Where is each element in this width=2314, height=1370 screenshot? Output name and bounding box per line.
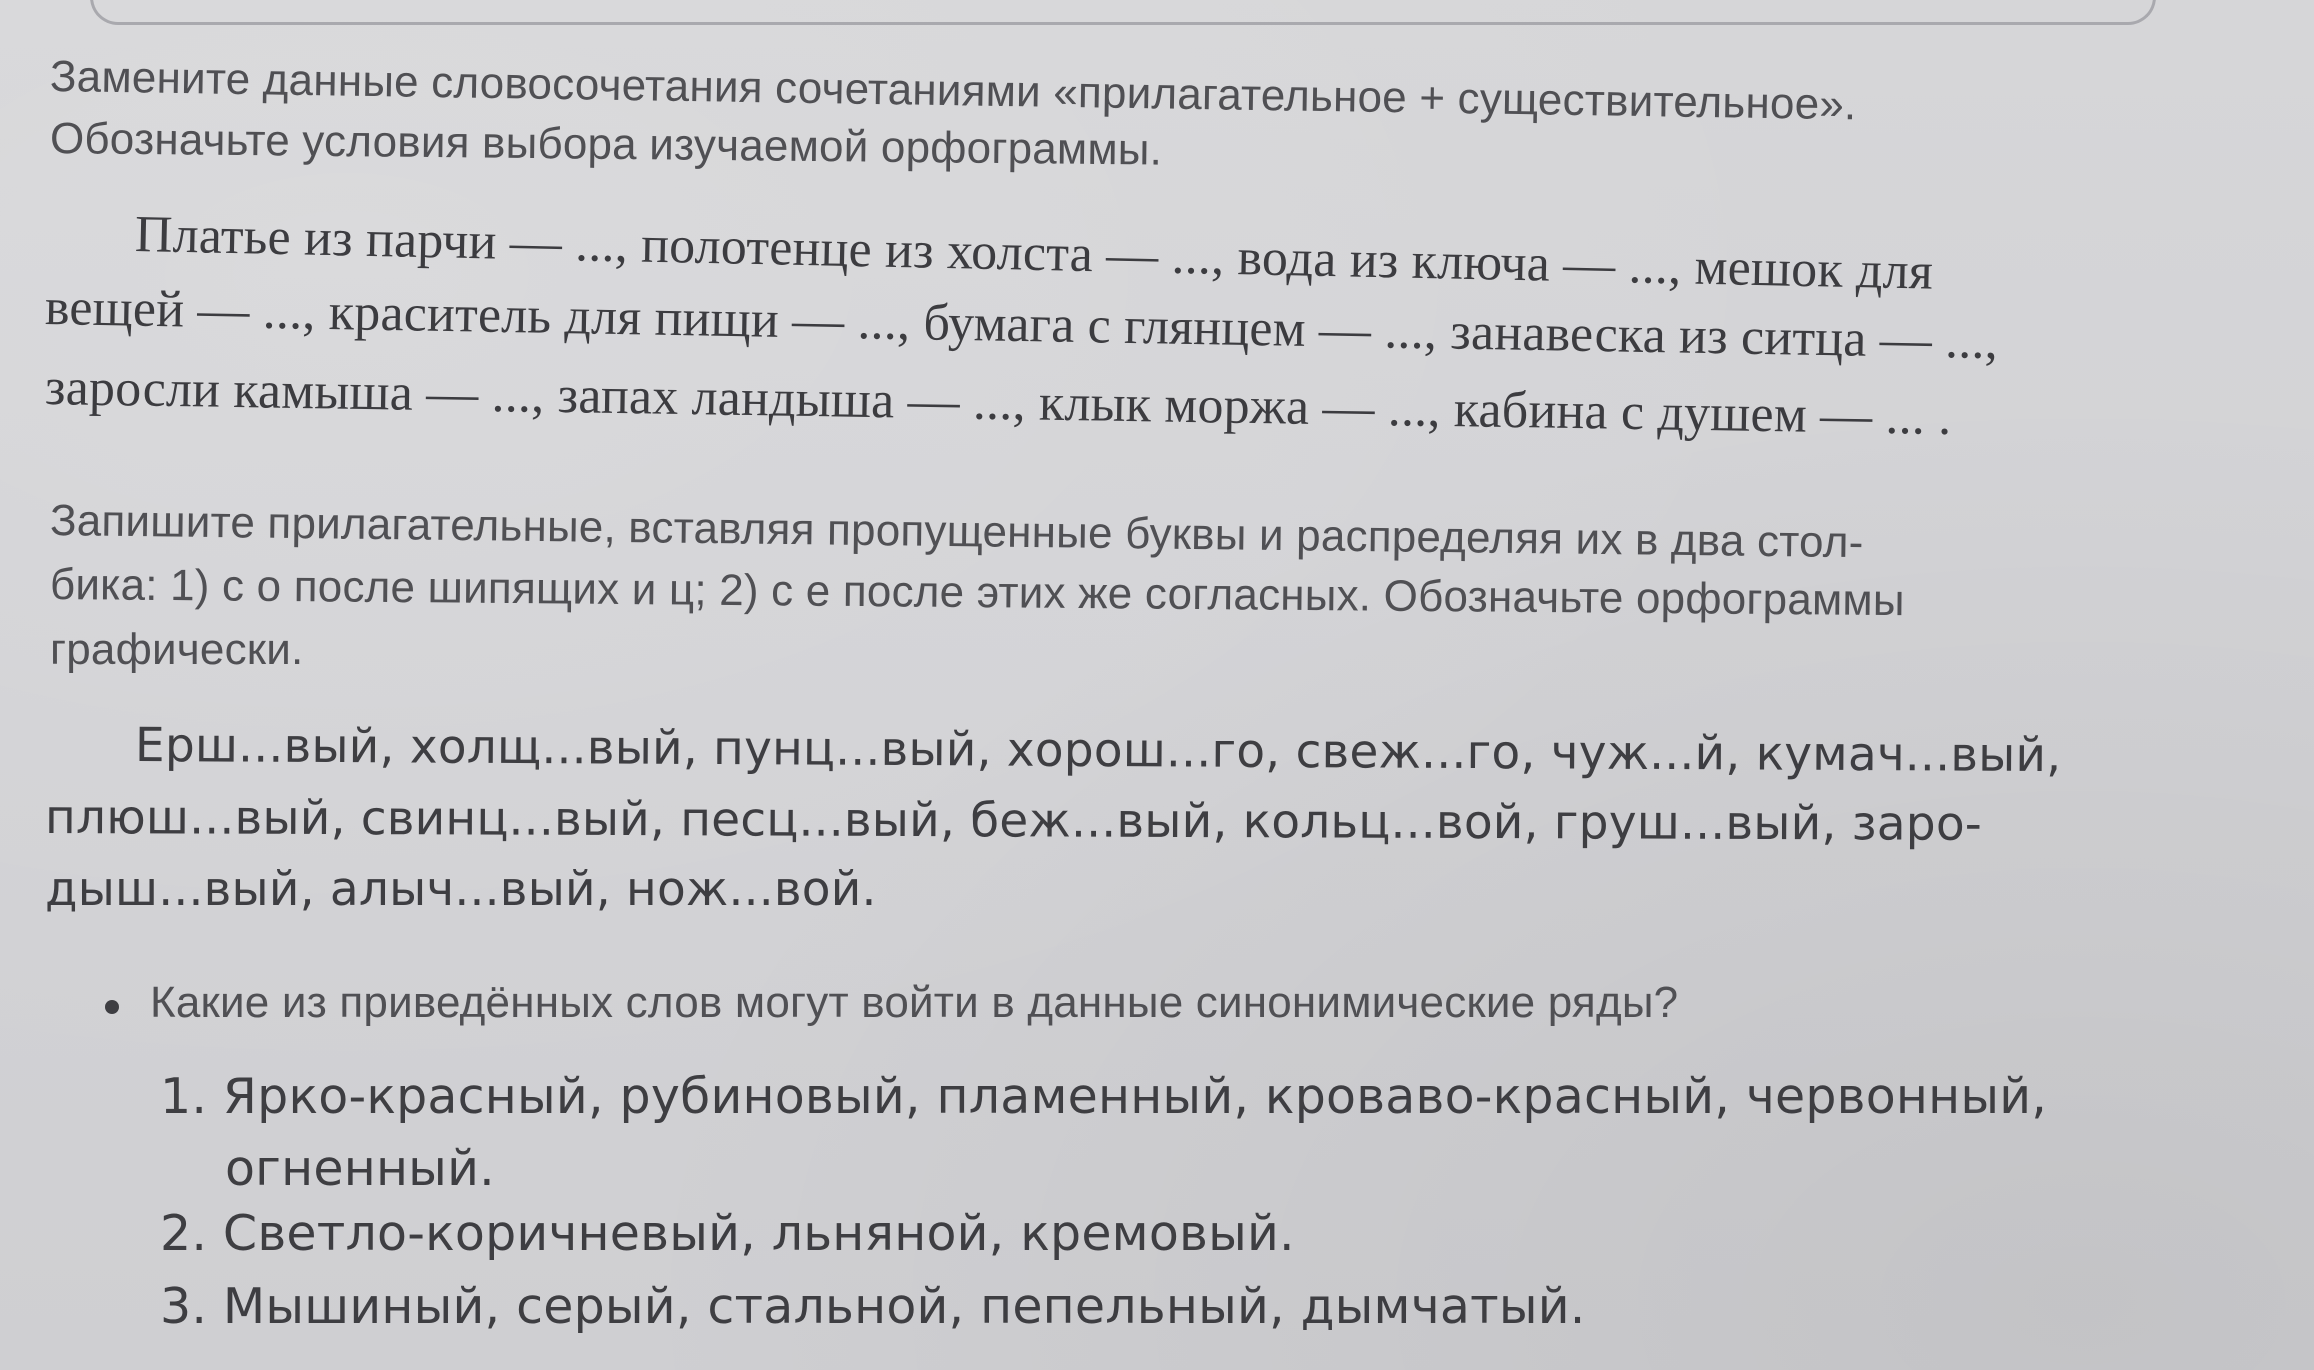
question-bullet (105, 1000, 119, 1014)
ex234-words-line2: плюш...вый, свинц...вый, песц...вый, беж...вый, кольц...вой, груш...вый, заро- (44, 790, 1983, 852)
synonym-list-item-1-line2: огненный. (225, 1140, 495, 1197)
synonym-list-item-3: 3. Мышиный, серый, стальной, пепельный, дымчатый. (160, 1278, 1586, 1335)
ex234-words-line3: дыш...вый, алыч...вый, нож...вой. (45, 862, 877, 917)
ex234-task-line3: графически. (50, 625, 304, 674)
ex233-task-line2: Обозначьте условия выбора изучаемой орфограммы. (49, 114, 1163, 175)
page-top-frame (90, 0, 2156, 25)
ex234-words-line1: Ерш...вый, холщ...вый, пунц...вый, хорош...го, свеж...го, чуж...й, кумач...вый, (134, 718, 2062, 784)
ex234-question: Какие из приведённых слов могут войти в данные синонимические ряды? (150, 978, 1679, 1027)
synonym-list-item-1-line1: 1. Ярко-красный, рубиновый, пламенный, кроваво-красный, червонный, (160, 1068, 2048, 1125)
ex233-text-line3: заросли камыша — ..., запах ландыша — ..., клык моржа — ..., кабина с душем — ... . (44, 359, 1952, 446)
ex234-task-line2: бика: 1) с о после шипящих и ц; 2) с е после этих же согласных. Обозначьте орфограммы (49, 560, 1905, 626)
ex234-task-line1: Запишите прилагательные, вставляя пропущенные буквы и распределяя их в два стол- (49, 496, 1864, 568)
synonym-list-item-2: 2. Светло-коричневый, льняной, кремовый. (160, 1205, 1295, 1262)
ex233-text-line2: вещей — ..., краситель для пищи — ..., бумага с глянцем — ..., занавеска из ситца — ..., (44, 279, 1999, 371)
ex233-task-line1: Замените данные словосочетания сочетаниями «прилагательное + существительное». (49, 52, 1857, 130)
ex233-text-line1: Платье из парчи — ..., полотенце из холста — ..., вода из ключа — ..., мешок для (134, 206, 1934, 301)
